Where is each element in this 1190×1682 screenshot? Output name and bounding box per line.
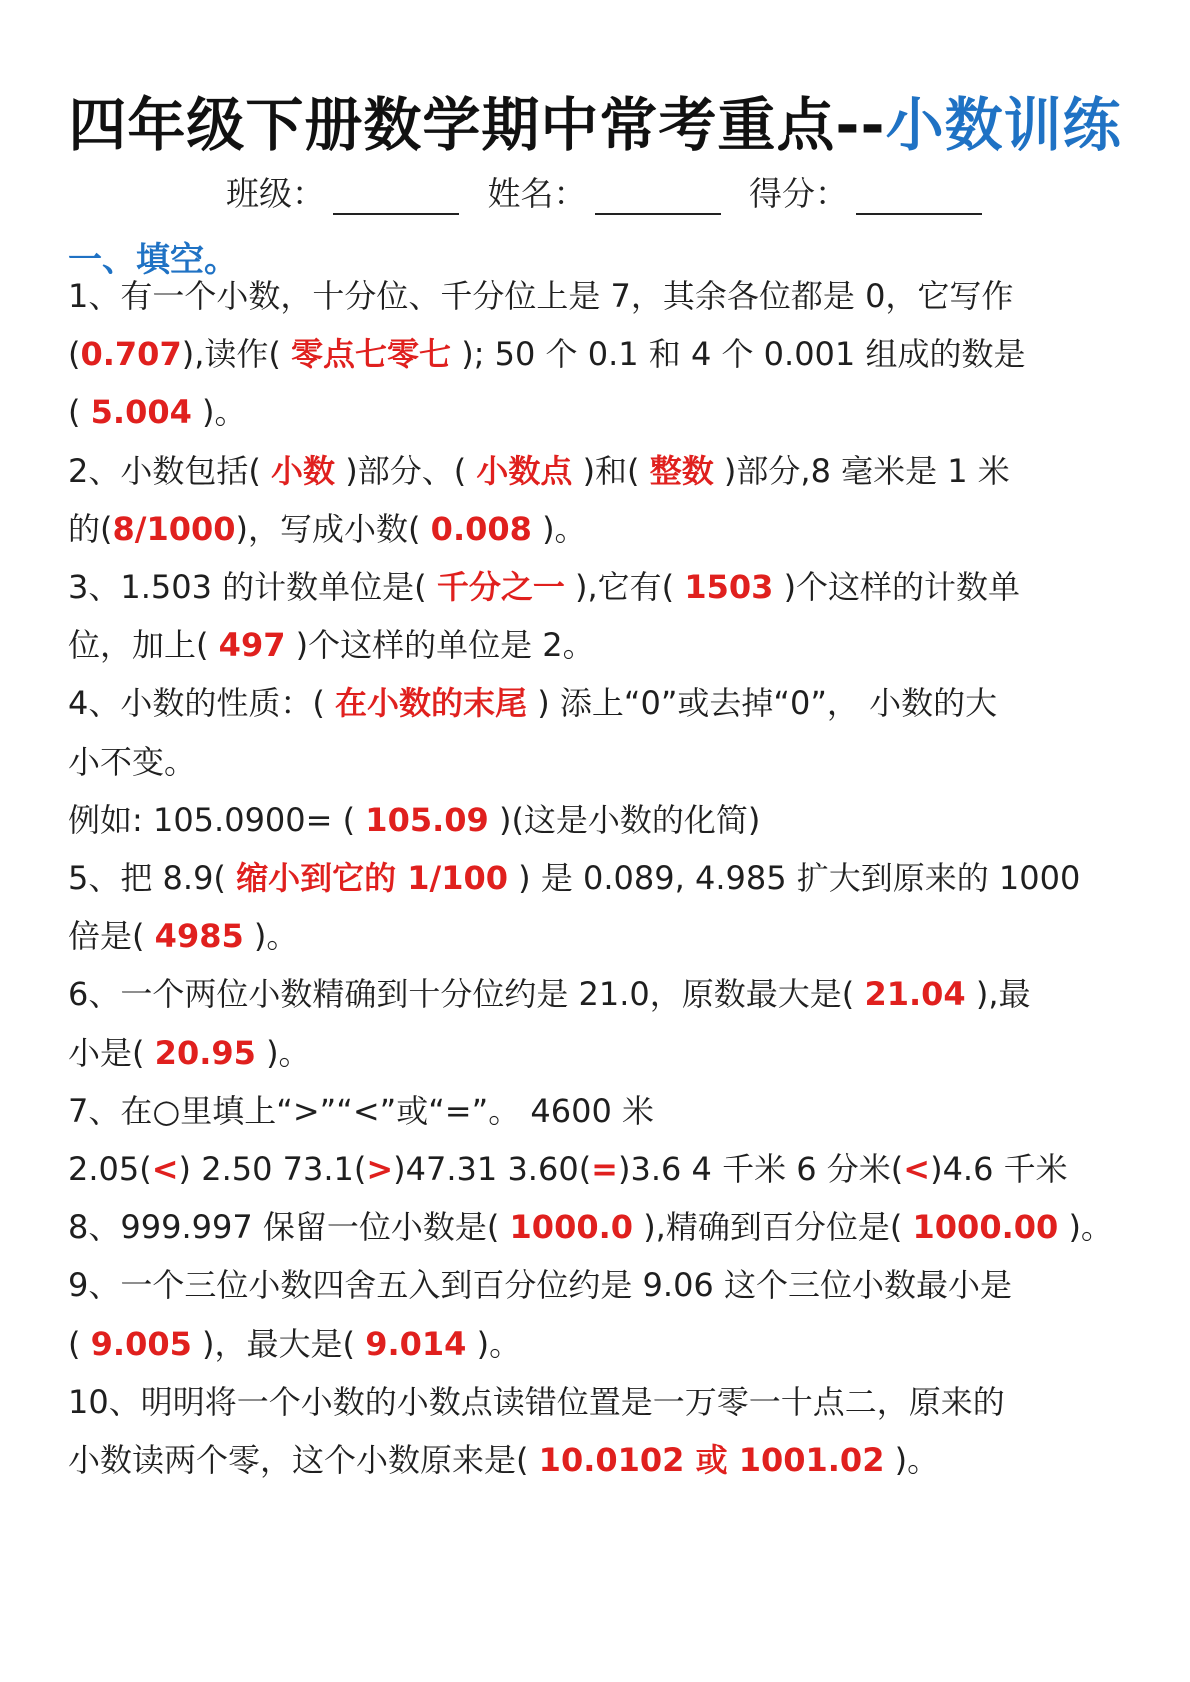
answer-text: 8/1000 (112, 509, 236, 548)
question-text: 小不变。 (68, 742, 197, 781)
answer-text: 497 (218, 626, 286, 665)
question-text: 8、999.997 保留一位小数是( (68, 1208, 510, 1247)
question-text: 7、在○里填上“>”“<”或“=”。 4600 米 (68, 1091, 654, 1130)
question-line (68, 1207, 1148, 1247)
answer-text: 整数 (649, 451, 714, 490)
answer-text: 小数点 (476, 451, 573, 490)
question-line (68, 1149, 1148, 1189)
answer-text: 4985 (154, 917, 244, 956)
question-line (68, 800, 1148, 840)
answer-text: 零点七零七 (291, 335, 452, 374)
question-text: )。 (884, 1441, 940, 1479)
page-title (0, 78, 1190, 162)
question-text: )个这样的单位是 2。 (285, 626, 595, 665)
student-info-row (0, 168, 1190, 215)
answer-text: 9.005 (90, 1324, 192, 1363)
answer-text: 缩小到它的 1/100 (236, 859, 508, 897)
question-text: ),最 (965, 975, 1031, 1014)
answer-text: 1000.0 (509, 1208, 634, 1247)
answer-text: 5.004 (90, 393, 192, 432)
question-text: )。 (466, 1324, 522, 1363)
title-accent: 小数训练 (885, 91, 1122, 159)
question-text: )个这样的计数单 (773, 568, 1021, 606)
question-text: )。 (243, 917, 299, 956)
question-text: ) 是 0.089, 4.985 扩大到原来的 1000 (508, 859, 1081, 897)
question-text: 2、小数包括( (68, 451, 272, 490)
question-text: 小是( (68, 1033, 155, 1072)
answer-text: < (903, 1150, 931, 1188)
question-text: )部分、( (335, 451, 477, 490)
question-line (68, 567, 1148, 607)
question-text: )，写成小数( (235, 509, 431, 548)
question-text: )47.31 3.60( (393, 1150, 592, 1188)
question-text: ),它有( (564, 568, 685, 606)
question-line (68, 1033, 1148, 1073)
question-line (68, 683, 1148, 723)
question-text: ) 2.50 73.1( (178, 1150, 367, 1188)
question-line (68, 1265, 1148, 1305)
question-line (68, 1091, 1148, 1131)
question-text: ),读作( (181, 335, 292, 374)
answer-text: 在小数的末尾 (335, 684, 528, 723)
question-text: 3、1.503 的计数单位是( (68, 568, 437, 606)
section-heading: 一、填空。 (68, 240, 238, 280)
answer-text: 千分之一 (436, 568, 565, 606)
question-line (68, 974, 1148, 1014)
answer-text: 9.014 (365, 1324, 467, 1363)
question-text: )。 (531, 509, 587, 548)
title-main: 四年级下册数学期中常考重点-- (68, 91, 886, 159)
score-blank (856, 179, 982, 215)
question-text: ),精确到百分位是( (633, 1208, 913, 1247)
question-text: )(这是小数的化简) (488, 800, 761, 839)
answer-text: 0.008 (430, 509, 532, 548)
question-text: 9、一个三位小数四舍五入到百分位约是 9.06 这个三位小数最小是 (68, 1266, 1012, 1305)
question-line (68, 334, 1148, 374)
question-text: ); 50 个 0.1 和 4 个 0.001 组成的数是 (451, 335, 1026, 374)
question-text: ( (68, 1324, 91, 1363)
name-label: 姓名： (487, 174, 587, 213)
question-text: )。 (191, 393, 247, 432)
answer-text: 1000.00 (912, 1208, 1059, 1247)
question-text: )，最大是( (191, 1324, 366, 1363)
answer-text: 0.707 (80, 335, 182, 374)
question-text: 10、明明将一个小数的小数点读错位置是一万零一十点二，原来的 (68, 1382, 1005, 1421)
answer-text: < (151, 1150, 179, 1188)
question-text: )和( (572, 451, 650, 490)
question-text: )。 (1058, 1208, 1113, 1247)
question-line (68, 625, 1148, 665)
question-text: )。 (255, 1033, 311, 1072)
question-line (68, 1324, 1148, 1364)
question-text: 6、一个两位小数精确到十分位约是 21.0，原数最大是( (68, 975, 865, 1014)
answer-text: 1503 (684, 568, 774, 606)
question-text: ( (68, 393, 91, 432)
question-text: )4.6 千米 (930, 1150, 1068, 1188)
name-blank (595, 179, 721, 215)
question-text: )部分,8 毫米是 1 米 (713, 451, 1010, 490)
answer-text: > (366, 1150, 394, 1188)
question-line (68, 509, 1148, 549)
question-text: 5、把 8.9( (68, 859, 237, 897)
question-text: 的( (68, 509, 113, 548)
answer-text: 10.0102 或 1001.02 (538, 1441, 885, 1479)
answer-text: 105.09 (365, 800, 489, 839)
question-text: )3.6 4 千米 6 分米( (617, 1150, 904, 1188)
question-line (68, 1440, 1148, 1480)
question-text: ) 添上“0”或去掉“0”， 小数的大 (527, 684, 998, 723)
answer-text: 21.04 (864, 975, 966, 1014)
question-text: 小数读两个零，这个小数原来是( (68, 1441, 539, 1479)
question-line (68, 276, 1148, 316)
question-text: 2.05( (68, 1150, 152, 1188)
class-blank (333, 179, 459, 215)
question-line (68, 451, 1148, 491)
question-text: 位，加上( (68, 626, 219, 665)
question-text: 例如: 105.0900= ( (68, 800, 366, 839)
question-text: 倍是( (68, 917, 155, 956)
answer-text: = (591, 1150, 618, 1188)
question-line (68, 1382, 1148, 1422)
answer-text: 20.95 (154, 1033, 256, 1072)
question-line (68, 742, 1148, 782)
question-line (68, 858, 1148, 898)
class-label: 班级： (226, 174, 325, 213)
question-text: ( (68, 335, 81, 374)
question-line (68, 916, 1148, 956)
question-line (68, 392, 1148, 432)
question-text: 1、有一个小数，十分位、千分位上是 7，其余各位都是 0，它写作 (68, 277, 1014, 315)
score-label: 得分： (749, 174, 848, 213)
answer-text: 小数 (271, 451, 336, 490)
question-text: 4、小数的性质：( (68, 684, 336, 723)
